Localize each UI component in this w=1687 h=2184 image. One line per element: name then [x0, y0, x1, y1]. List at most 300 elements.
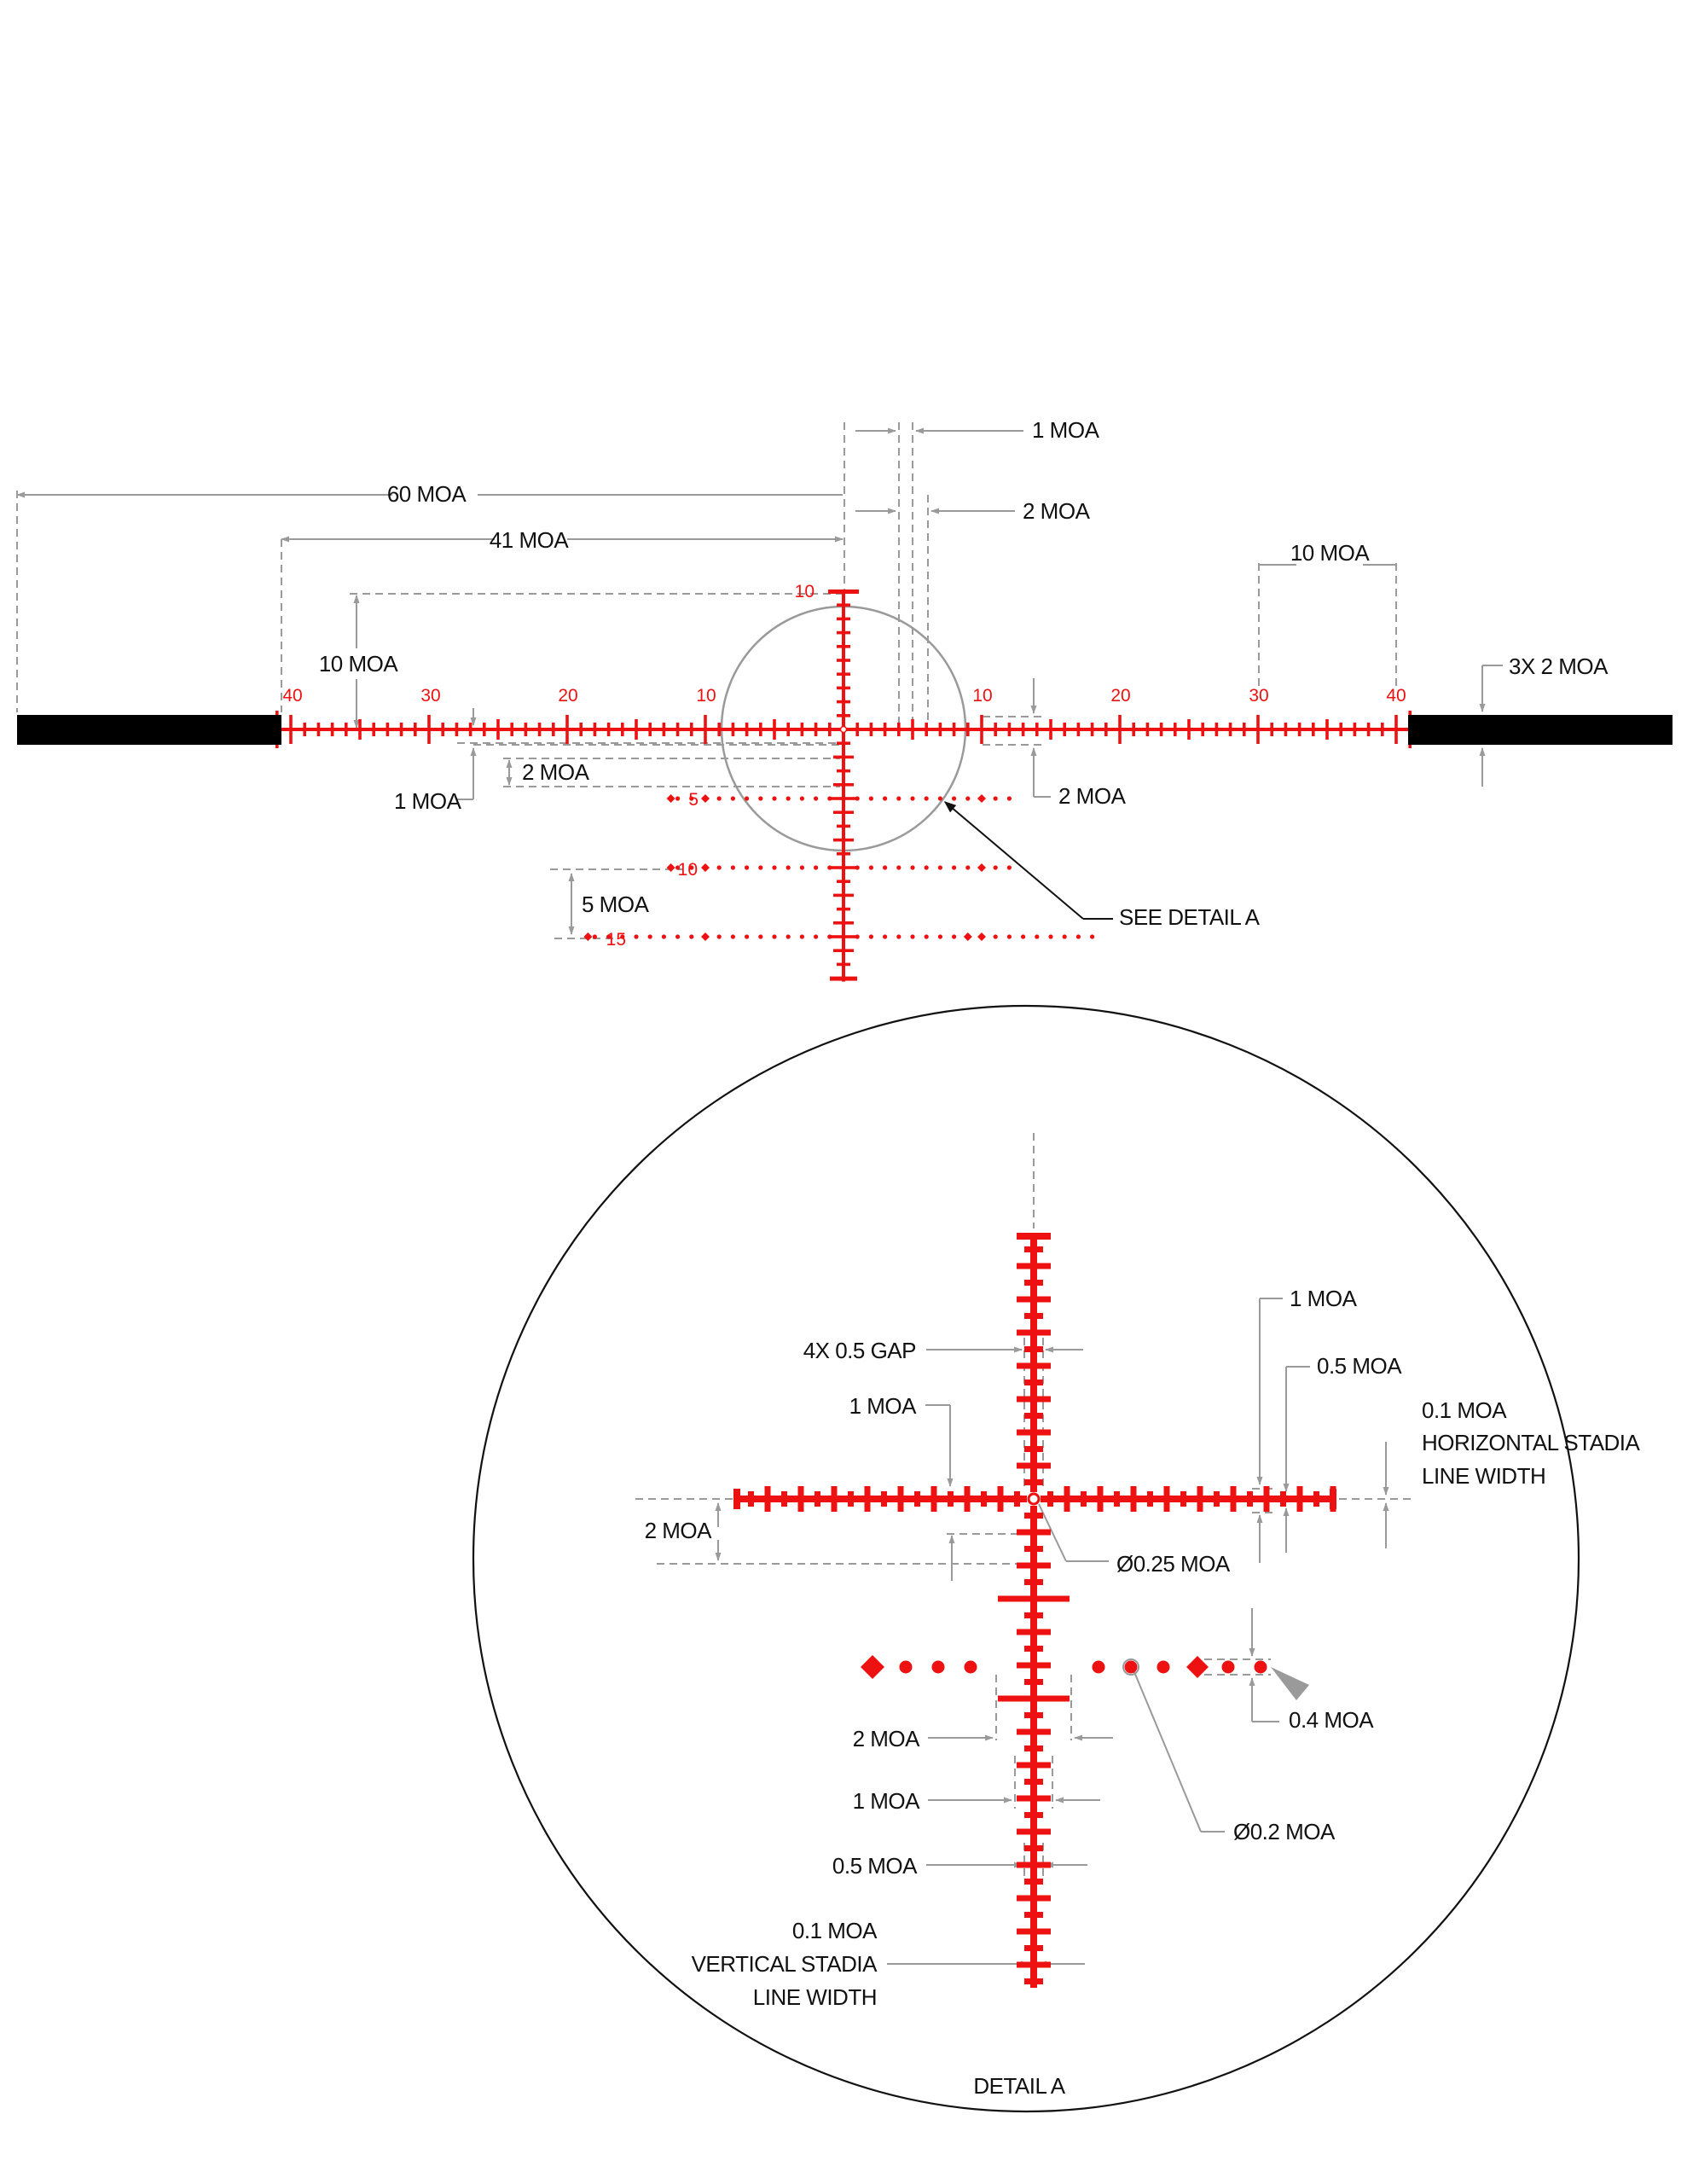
label-05-moa-right: 0.5 MOA: [1317, 1353, 1402, 1379]
holdover-dot: [800, 934, 804, 938]
detail-vertical-tick-minor: [1024, 1745, 1043, 1751]
label-4x-05-gap: 4X 0.5 GAP: [803, 1338, 916, 1363]
holdover-number-10: 10: [677, 860, 698, 880]
horizontal-tick-minor: [786, 723, 790, 736]
horizontal-tick-minor: [717, 723, 721, 736]
label-v-width-line1: 0.1 MOA: [791, 1918, 877, 1943]
vertical-tick-minor: [837, 645, 850, 648]
detail-horizontal-tick-minor: [748, 1491, 754, 1507]
detail-vertical-tick-minor: [1024, 1912, 1043, 1918]
detail-horizontal-tick-minor: [881, 1491, 887, 1507]
scale-number-left-40: 40: [282, 686, 303, 706]
horizontal-tick-minor: [1160, 723, 1163, 736]
detail-vertical-10-moa-bar: [998, 1696, 1070, 1702]
holdover-dot: [994, 796, 998, 800]
horizontal-tick-major: [427, 715, 431, 744]
holdover-dot: [994, 934, 998, 938]
detail-vertical-tick-major: [1017, 1829, 1051, 1835]
holdover-dot: [827, 934, 832, 938]
horizontal-tick-mid: [358, 719, 362, 740]
horizontal-tick-minor: [345, 723, 348, 736]
holdover-dot: [772, 934, 776, 938]
detail-vertical-tick-minor: [1024, 1646, 1043, 1652]
holdover-dot: [1007, 796, 1012, 800]
horizontal-tick-mid: [1187, 719, 1191, 740]
holdover-dot: [814, 796, 818, 800]
holdover-dot: [731, 934, 735, 938]
label-10-moa-vertical: 10 MOA: [318, 651, 398, 677]
detail-horizontal-tick-minor: [1180, 1491, 1186, 1507]
detail-02-leader: [1134, 1672, 1201, 1832]
holdover-dot: [883, 796, 887, 800]
scale-number-left-30: 30: [420, 686, 441, 706]
detail-vertical-tick-major: [1017, 1563, 1051, 1569]
detail-vertical-tick-minor: [1024, 1712, 1043, 1718]
horizontal-tick-minor: [1132, 723, 1135, 736]
holdover-dot: [925, 796, 929, 800]
holdover-dot: [772, 796, 776, 800]
detail-horizontal-tick-major: [832, 1486, 838, 1512]
detail-holdover-dot: [1093, 1661, 1105, 1674]
reticle-overview: [17, 417, 1673, 982]
horizontal-tick-minor: [1298, 723, 1301, 736]
horizontal-tick-minor: [759, 723, 762, 736]
label-5-moa: 5 MOA: [582, 892, 649, 917]
holdover-dot: [883, 934, 887, 938]
vertical-tick-minor: [837, 770, 850, 773]
detail-vertical-tick-minor: [1024, 1413, 1043, 1419]
scale-number-right-10: 10: [972, 686, 993, 706]
detail-horizontal-tick-major: [1064, 1486, 1070, 1512]
horizontal-tick-minor: [925, 723, 928, 736]
detail-holdover-dot: [1255, 1661, 1267, 1674]
detail-holdover-dot: [1125, 1661, 1138, 1674]
horizontal-tick-minor: [579, 723, 583, 736]
detail-horizontal-tick-minor: [848, 1491, 854, 1507]
detail-vertical-tick-minor: [1024, 1313, 1043, 1319]
detail-horizontal-tick-major: [1197, 1486, 1203, 1512]
detail-horizontal-tick-minor: [1081, 1491, 1087, 1507]
horizontal-tick-major: [1256, 715, 1260, 744]
detail-horizontal-tick-minor: [1280, 1491, 1286, 1507]
vertical-tick-minor: [837, 852, 850, 856]
label-1-moa-upper: 1 MOA: [849, 1393, 916, 1419]
detail-vertical-tick-minor: [1024, 1546, 1043, 1552]
label-1-moa-left: 1 MOA: [394, 788, 461, 814]
detail-vertical-tick-major: [1017, 1297, 1051, 1303]
horizontal-tick-minor: [1381, 723, 1384, 736]
detail-horizontal-tick-major: [998, 1486, 1004, 1512]
detail-horizontal-tick-major: [965, 1486, 971, 1512]
holdover-dot: [814, 865, 818, 869]
detail-holdover-dot: [932, 1661, 945, 1674]
vertical-tick-minor: [837, 963, 850, 967]
holdover-dot: [662, 934, 666, 938]
scale-number-right-30: 30: [1249, 686, 1269, 706]
detail-horizontal-tick-major: [1098, 1486, 1104, 1512]
label-see-detail-a: SEE DETAIL A: [1119, 904, 1260, 930]
detail-vertical-tick-major: [1017, 1330, 1051, 1336]
horizontal-tick-minor: [1063, 723, 1066, 736]
holdover-dot: [1063, 934, 1067, 938]
horizontal-tick-minor: [966, 723, 970, 736]
horizontal-tick-minor: [538, 723, 542, 736]
horizontal-tick-minor: [1243, 723, 1246, 736]
detail-horizontal-tick-minor: [1047, 1491, 1053, 1507]
horizontal-tick-mid: [773, 719, 776, 740]
horizontal-tick-major: [565, 715, 569, 744]
label-05-moa-lower: 0.5 MOA: [832, 1853, 917, 1879]
detail-holdover-dot: [1157, 1661, 1170, 1674]
label-h-width-line1: 0.1 MOA: [1422, 1397, 1507, 1423]
holdover-dot: [925, 865, 929, 869]
horizontal-tick-minor: [676, 723, 680, 736]
detail-vertical-tick-minor: [1024, 1845, 1043, 1851]
horizontal-tick-minor: [510, 723, 513, 736]
holdover-dot: [994, 865, 998, 869]
horizontal-tick-minor: [745, 723, 749, 736]
holdover-dot: [896, 865, 901, 869]
detail-horizontal-tick-major: [1264, 1486, 1270, 1512]
elevation-number-10: 10: [794, 582, 815, 601]
detail-vertical-5-moa-bar: [998, 1596, 1070, 1602]
label-02-moa-dot: Ø0.2 MOA: [1233, 1819, 1335, 1844]
holdover-dot: [786, 934, 791, 938]
detail-vertical-tick-major: [1017, 1763, 1051, 1769]
detail-horizontal-tick-minor: [981, 1491, 987, 1507]
detail-horizontal-tick-major: [1297, 1486, 1303, 1512]
horizontal-tick-minor: [855, 723, 859, 736]
holdover-dot: [896, 796, 901, 800]
holdover-diamond: [977, 932, 986, 941]
horizontal-tick-minor: [317, 723, 321, 736]
detail-horizontal-tick-major: [931, 1486, 937, 1512]
label-v-width-line2: VERTICAL STADIA: [691, 1951, 877, 1977]
detail-vertical-tick-major: [1017, 1896, 1051, 1902]
horizontal-tick-minor: [690, 723, 693, 736]
horizontal-tick-minor: [372, 723, 375, 736]
horizontal-tick-minor: [441, 723, 444, 736]
holdover-diamond: [701, 932, 710, 941]
holdover-dot: [910, 796, 914, 800]
right-thick-bar: [1408, 715, 1673, 745]
detail-horizontal-tick-minor: [1313, 1491, 1319, 1507]
vertical-tick-minor: [837, 714, 850, 717]
horizontal-tick-major: [980, 715, 983, 744]
detail-vertical-tick-major: [1017, 1430, 1051, 1436]
detail-horizontal-tick-minor: [1014, 1491, 1020, 1507]
holdover-dot: [1007, 865, 1012, 869]
holdover-diamond: [701, 863, 710, 872]
detail-horizontal-tick-major: [765, 1486, 771, 1512]
horizontal-tick-mid: [635, 719, 638, 740]
detail-vertical-tick-minor: [1024, 1513, 1043, 1519]
horizontal-tick-minor: [303, 723, 306, 736]
holdover-end-diamond: [667, 794, 675, 803]
detail-center-dot: [1029, 1494, 1039, 1504]
holdover-dot: [675, 796, 680, 800]
detail-vertical-tick-minor: [1024, 1280, 1043, 1286]
detail-vertical-tick-minor: [1024, 1879, 1043, 1885]
vertical-tick-major: [829, 935, 858, 938]
detail-horizontal-end-cap-right: [1330, 1489, 1336, 1509]
horizontal-tick-minor: [815, 723, 818, 736]
detail-vertical-tick-major: [1017, 1962, 1051, 1968]
detail-vertical-tick-minor: [1024, 1779, 1043, 1785]
horizontal-tick-minor: [386, 723, 390, 736]
holdover-diamond: [977, 794, 986, 803]
scale-number-right-40: 40: [1386, 686, 1406, 706]
holdover-dot: [745, 865, 749, 869]
horizontal-tick-minor: [621, 723, 624, 736]
holdover-dot: [855, 865, 860, 869]
label-2-moa-right: 2 MOA: [1058, 783, 1126, 809]
holdover-end-diamond: [667, 863, 675, 872]
holdover-end-diamond: [583, 932, 592, 941]
vertical-tick-mid: [833, 756, 854, 759]
detail-horizontal-tick-minor: [948, 1491, 954, 1507]
label-3x-2-moa: 3X 2 MOA: [1509, 653, 1608, 679]
detail-vertical-top-cap: [1017, 1233, 1051, 1240]
vertical-tick-minor: [837, 618, 850, 621]
horizontal-tick-minor: [594, 723, 597, 736]
holdover-dot: [883, 865, 887, 869]
horizontal-tick-minor: [1035, 723, 1039, 736]
horizontal-tick-minor: [525, 723, 528, 736]
holdover-diamond: [964, 932, 972, 941]
holdover-dot: [938, 865, 942, 869]
horizontal-tick-mid: [1325, 719, 1329, 740]
horizontal-tick-minor: [607, 723, 611, 736]
detail-vertical-tick-minor: [1024, 1479, 1043, 1485]
horizontal-tick-minor: [1215, 723, 1219, 736]
detail-horizontal-tick-major: [865, 1486, 871, 1512]
holdover-dot: [952, 796, 956, 800]
horizontal-tick-minor: [1146, 723, 1150, 736]
label-2-moa-top: 2 MOA: [1023, 498, 1090, 524]
horizontal-tick-mid: [911, 719, 914, 740]
horizontal-tick-major: [704, 715, 707, 744]
detail-vertical-tick-major: [1017, 1463, 1051, 1469]
horizontal-tick-minor: [400, 723, 403, 736]
holdover-dot: [745, 934, 749, 938]
left-thick-bar: [17, 715, 281, 745]
vertical-tick-mid: [833, 783, 854, 787]
horizontal-tick-minor: [939, 723, 942, 736]
holdover-dot: [869, 865, 873, 869]
holdover-dot: [731, 796, 735, 800]
label-v-width-line3: LINE WIDTH: [752, 1984, 877, 2010]
horizontal-tick-mid: [496, 719, 500, 740]
detail-vertical-tick-major: [1017, 1397, 1051, 1403]
vertical-tick-major: [829, 866, 858, 869]
horizontal-tick-minor: [953, 723, 956, 736]
holdover-dot: [717, 934, 722, 938]
holdover-dot: [814, 934, 818, 938]
vertical-bottom-cap: [830, 977, 857, 981]
detail-04-moa-pointer: [1271, 1667, 1309, 1700]
label-1-moa-lower: 1 MOA: [852, 1788, 919, 1814]
horizontal-tick-minor: [1229, 723, 1232, 736]
horizontal-tick-minor: [648, 723, 652, 736]
horizontal-tick-minor: [414, 723, 417, 736]
horizontal-tick-minor: [801, 723, 804, 736]
horizontal-tick-minor: [1091, 723, 1094, 736]
label-025-moa-dot: Ø0.25 MOA: [1116, 1551, 1230, 1577]
detail-horizontal-tick-major: [898, 1486, 904, 1512]
detail-vertical-tick-major: [1017, 1729, 1051, 1735]
horizontal-tick-minor: [663, 723, 666, 736]
detail-vertical-tick-minor: [1024, 1945, 1043, 1951]
detail-horizontal-tick-minor: [1247, 1491, 1253, 1507]
horizontal-tick-minor: [1077, 723, 1081, 736]
holdover-dot: [731, 865, 735, 869]
holdover-dot: [855, 796, 860, 800]
detail-vertical-tick-minor: [1024, 1346, 1043, 1352]
vertical-tick-minor: [837, 603, 850, 607]
vertical-tick-minor: [837, 687, 850, 690]
detail-a-title: DETAIL A: [973, 2073, 1065, 2099]
detail-vertical-tick-minor: [1024, 1579, 1043, 1585]
holdover-dot: [910, 865, 914, 869]
holdover-dot: [593, 934, 597, 938]
detail-vertical-tick-major: [1017, 1663, 1051, 1669]
scale-number-right-20: 20: [1110, 686, 1131, 706]
vertical-tick-minor: [837, 741, 850, 745]
detail-horizontal-tick-minor: [815, 1491, 820, 1507]
holdover-dot: [938, 796, 942, 800]
detail-vertical-tick-minor: [1024, 1679, 1043, 1685]
scale-number-left-10: 10: [696, 686, 716, 706]
horizontal-tick-minor: [1174, 723, 1177, 736]
holdover-dot: [827, 796, 832, 800]
holdover-dot: [758, 865, 762, 869]
holdover-dot: [827, 865, 832, 869]
holdover-number-15: 15: [606, 930, 626, 950]
detail-vertical-tick-major: [1017, 1629, 1051, 1635]
label-10-moa-spacing: 10 MOA: [1290, 540, 1370, 566]
horizontal-tick-minor: [1201, 723, 1204, 736]
horizontal-tick-minor: [994, 723, 997, 736]
horizontal-tick-major: [289, 715, 293, 744]
holdover-dot: [1035, 934, 1039, 938]
detail-vertical-tick-minor: [1024, 1446, 1043, 1452]
horizontal-tick-minor: [870, 723, 873, 736]
horizontal-tick-minor: [1022, 723, 1025, 736]
holdover-dot: [1048, 934, 1052, 938]
holdover-dot: [689, 934, 693, 938]
horizontal-tick-minor: [732, 723, 735, 736]
horizontal-tick-minor: [1339, 723, 1342, 736]
detail-holdover-diamond-left: [861, 1655, 884, 1679]
holdover-dot: [772, 865, 776, 869]
holdover-dot: [786, 865, 791, 869]
detail-a-leader: [945, 802, 1083, 919]
detail-horizontal-tick-minor: [1147, 1491, 1153, 1507]
holdover-dot: [717, 796, 722, 800]
horizontal-tick-minor: [455, 723, 459, 736]
horizontal-tick-minor: [1008, 723, 1012, 736]
vertical-tick-minor: [837, 700, 850, 704]
scale-number-left-20: 20: [558, 686, 578, 706]
detail-horizontal-tick-major: [1131, 1486, 1137, 1512]
holdover-dot: [869, 796, 873, 800]
horizontal-tick-minor: [897, 723, 901, 736]
horizontal-tick-minor: [552, 723, 555, 736]
detail-horizontal-end-cap-left: [733, 1489, 740, 1509]
detail-holdover-dot: [1222, 1661, 1235, 1674]
detail-horizontal-tick-minor: [781, 1491, 787, 1507]
detail-horizontal-tick-minor: [1114, 1491, 1120, 1507]
center-dot: [841, 727, 847, 733]
detail-vertical-tick-minor: [1024, 1246, 1043, 1252]
horizontal-tick-minor: [469, 723, 472, 736]
holdover-dot: [938, 934, 942, 938]
holdover-dot: [675, 934, 680, 938]
detail-vertical-tick-major: [1017, 1862, 1051, 1868]
label-41-moa: 41 MOA: [489, 527, 569, 553]
detail-vertical-tick-major: [1017, 1796, 1051, 1802]
label-1-moa-top: 1 MOA: [1032, 417, 1099, 443]
vertical-tick-minor: [837, 659, 850, 662]
horizontal-tick-minor: [483, 723, 486, 736]
detail-vertical-tick-major: [1017, 1263, 1051, 1269]
detail-horizontal-tick-major: [1231, 1486, 1237, 1512]
holdover-dot: [1090, 934, 1094, 938]
holdover-dot: [855, 934, 860, 938]
label-2-moa-left: 2 MOA: [522, 759, 589, 785]
horizontal-tick-minor: [1104, 723, 1108, 736]
label-h-width-line3: LINE WIDTH: [1422, 1463, 1546, 1489]
holdover-dot: [786, 796, 791, 800]
vertical-tick-mid: [833, 921, 854, 925]
horizontal-tick-major: [1118, 715, 1122, 744]
holdover-dot: [1021, 934, 1025, 938]
label-1-moa-right: 1 MOA: [1290, 1286, 1357, 1311]
vertical-tick-mid: [833, 894, 854, 897]
detail-horizontal-tick-major: [1164, 1486, 1170, 1512]
holdover-dot: [800, 796, 804, 800]
detail-vertical-tick-major: [1017, 1530, 1051, 1536]
detail-vertical-tick-minor: [1024, 1380, 1043, 1385]
detail-horizontal-tick-minor: [914, 1491, 920, 1507]
holdover-dot: [1007, 934, 1012, 938]
holdover-dot: [965, 865, 970, 869]
detail-horizontal-tick-minor: [1214, 1491, 1220, 1507]
vertical-top-cap: [828, 590, 859, 594]
detail-vertical-tick-minor: [1024, 1812, 1043, 1818]
detail-holdover-dot: [900, 1661, 913, 1674]
detail-a: [473, 1006, 1641, 2111]
holdover-dot: [869, 934, 873, 938]
detail-vertical-tick-major: [1017, 1363, 1051, 1369]
vertical-tick-minor: [837, 631, 850, 635]
label-2-moa-detail: 2 MOA: [644, 1518, 711, 1543]
horizontal-tick-minor: [331, 723, 334, 736]
label-2-moa-lower: 2 MOA: [852, 1726, 919, 1751]
horizontal-tick-major: [1394, 715, 1398, 744]
holdover-dot: [952, 865, 956, 869]
holdover-dot: [648, 934, 652, 938]
horizontal-tick-minor: [884, 723, 887, 736]
holdover-dot: [952, 934, 956, 938]
vertical-tick-mid: [833, 839, 854, 842]
detail-vertical-tick-minor: [1024, 1612, 1043, 1618]
overview-dimension-lines: [17, 422, 1503, 938]
detail-vertical-tick-minor: [1024, 1978, 1043, 1984]
holdover-diamond: [701, 794, 710, 803]
holdover-dot: [634, 934, 638, 938]
